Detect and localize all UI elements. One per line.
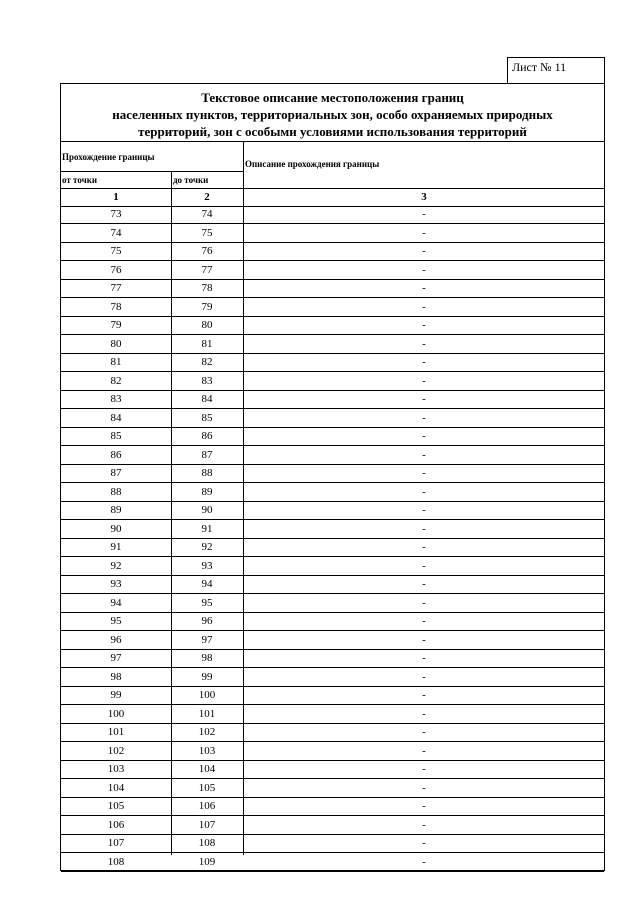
table-row <box>61 706 604 724</box>
description-cell: - <box>422 393 426 405</box>
description-cell: - <box>422 633 426 646</box>
to-point-cell: 104 <box>198 763 216 775</box>
to-point-cell: 107 <box>198 818 216 831</box>
from-point-cell: 73 <box>110 208 122 220</box>
from-point-cell: 78 <box>110 300 122 313</box>
to-point-cell: 81 <box>201 337 213 350</box>
to-point-cell: 77 <box>201 263 213 276</box>
from-point-cell: 95 <box>110 615 122 627</box>
from-point-cell: 99 <box>110 689 122 701</box>
to-point-cell: 103 <box>198 744 216 757</box>
description-cell: - <box>422 300 426 313</box>
description-cell: - <box>422 707 426 720</box>
table-row <box>61 854 604 872</box>
table-row <box>61 225 604 243</box>
from-point-cell: 93 <box>110 578 122 590</box>
description-cell: - <box>422 855 426 868</box>
description-cell: - <box>422 818 426 831</box>
from-point-cell: 97 <box>110 652 122 664</box>
description-cell: - <box>422 522 426 535</box>
from-point-cell: 84 <box>110 411 122 424</box>
table-row <box>61 317 604 335</box>
to-point-cell: 109 <box>198 855 216 868</box>
header-group: Прохождение границы <box>62 152 155 162</box>
table-row <box>61 539 604 557</box>
table-row <box>61 632 604 650</box>
description-cell: - <box>422 356 426 368</box>
table-row <box>61 206 604 224</box>
description-cell: - <box>422 226 426 239</box>
table-row <box>61 724 604 742</box>
table-row <box>61 354 604 372</box>
table-row <box>61 521 604 539</box>
column-number-2: 2 <box>204 191 210 203</box>
description-cell: - <box>422 337 426 350</box>
from-point-cell: 88 <box>110 485 122 498</box>
to-point-cell: 106 <box>198 800 216 812</box>
description-cell: - <box>422 615 426 627</box>
document-frame <box>60 83 605 871</box>
to-point-cell: 100 <box>198 689 216 701</box>
from-point-cell: 75 <box>110 245 122 257</box>
from-point-cell: 87 <box>110 467 122 479</box>
table-row <box>61 502 604 520</box>
header-top-line <box>61 141 604 142</box>
from-point-cell: 105 <box>107 800 125 812</box>
from-point-cell: 79 <box>110 319 122 331</box>
description-cell: - <box>422 319 426 331</box>
to-point-cell: 101 <box>198 707 216 720</box>
title-line-2: населенных пунктов, территориальных зон, особо охраняемых природных <box>112 107 553 122</box>
to-point-cell: 82 <box>201 356 213 368</box>
header-from-to-divider <box>171 171 172 188</box>
table-row <box>61 391 604 409</box>
document-title <box>61 89 604 140</box>
to-point-cell: 74 <box>201 208 213 220</box>
header-sub-line <box>61 171 243 172</box>
to-point-cell: 102 <box>198 726 216 738</box>
table-row <box>61 576 604 594</box>
from-point-cell: 98 <box>110 670 122 683</box>
table-row <box>61 299 604 317</box>
to-point-cell: 94 <box>201 578 213 590</box>
description-cell: - <box>422 263 426 276</box>
from-point-cell: 108 <box>107 855 125 868</box>
table-row <box>61 669 604 687</box>
to-point-cell: 91 <box>201 522 213 535</box>
description-cell: - <box>422 245 426 257</box>
from-point-cell: 102 <box>107 744 125 757</box>
table-row <box>61 835 604 853</box>
table-row <box>61 280 604 298</box>
from-point-cell: 74 <box>110 226 122 239</box>
from-point-cell: 77 <box>110 282 122 294</box>
to-point-cell: 105 <box>198 781 216 794</box>
description-cell: - <box>422 208 426 220</box>
table-row <box>61 798 604 816</box>
description-cell: - <box>422 781 426 794</box>
from-point-cell: 91 <box>110 541 122 553</box>
table-row <box>61 650 604 668</box>
table-row <box>61 465 604 483</box>
from-point-cell: 101 <box>107 726 125 738</box>
description-cell: - <box>422 448 426 461</box>
to-point-cell: 80 <box>201 319 213 331</box>
from-point-cell: 86 <box>110 448 122 461</box>
from-point-cell: 92 <box>110 559 122 572</box>
description-cell: - <box>422 726 426 738</box>
description-cell: - <box>422 430 426 442</box>
to-point-cell: 78 <box>201 282 213 294</box>
to-point-cell: 86 <box>201 430 213 442</box>
table-row <box>61 817 604 835</box>
from-point-cell: 104 <box>107 781 125 794</box>
description-cell: - <box>422 467 426 479</box>
to-point-cell: 96 <box>201 615 213 627</box>
column-number-1: 1 <box>113 191 119 203</box>
to-point-cell: 75 <box>201 226 213 239</box>
to-point-cell: 99 <box>201 670 213 683</box>
from-point-cell: 82 <box>110 374 122 387</box>
to-point-cell: 92 <box>201 541 213 553</box>
table-row <box>61 743 604 761</box>
to-point-cell: 83 <box>201 374 213 387</box>
title-line-1: Текстовое описание местоположения границ <box>201 90 464 105</box>
to-point-cell: 76 <box>201 245 213 257</box>
from-point-cell: 94 <box>110 596 122 609</box>
table-row <box>61 447 604 465</box>
from-point-cell: 89 <box>110 504 122 516</box>
to-point-cell: 87 <box>201 448 213 461</box>
description-cell: - <box>422 652 426 664</box>
row-divider <box>61 871 604 872</box>
description-cell: - <box>422 282 426 294</box>
header-description: Описание прохождения границы <box>245 159 380 169</box>
title-line-3: территорий, зон с особыми условиями использования территорий <box>138 124 527 139</box>
column-number-3: 3 <box>421 191 427 203</box>
table-row <box>61 410 604 428</box>
header-to-point: до точки <box>173 175 209 185</box>
table-row <box>61 484 604 502</box>
table-row <box>61 262 604 280</box>
table-row <box>61 780 604 798</box>
header-from-point: от точки <box>62 175 98 185</box>
to-point-cell: 90 <box>201 504 213 516</box>
from-point-cell: 100 <box>107 707 125 720</box>
from-point-cell: 76 <box>110 263 122 276</box>
from-point-cell: 106 <box>107 818 125 831</box>
from-point-cell: 81 <box>110 356 122 368</box>
to-point-cell: 89 <box>201 485 213 498</box>
description-cell: - <box>422 744 426 757</box>
to-point-cell: 97 <box>201 633 213 646</box>
from-point-cell: 107 <box>107 837 125 849</box>
from-point-cell: 83 <box>110 393 122 405</box>
from-point-cell: 85 <box>110 430 122 442</box>
description-cell: - <box>422 578 426 590</box>
to-point-cell: 88 <box>201 467 213 479</box>
to-point-cell: 95 <box>201 596 213 609</box>
description-cell: - <box>422 689 426 701</box>
table-row <box>61 761 604 779</box>
table-row <box>61 613 604 631</box>
description-cell: - <box>422 559 426 572</box>
description-cell: - <box>422 374 426 387</box>
to-point-cell: 85 <box>201 411 213 424</box>
description-cell: - <box>422 763 426 775</box>
table-row <box>61 243 604 261</box>
to-point-cell: 108 <box>198 837 216 849</box>
header-desc-divider <box>243 141 244 188</box>
from-point-cell: 103 <box>107 763 125 775</box>
table-row <box>61 595 604 613</box>
to-point-cell: 93 <box>201 559 213 572</box>
description-cell: - <box>422 485 426 498</box>
to-point-cell: 84 <box>201 393 213 405</box>
table-row <box>61 373 604 391</box>
to-point-cell: 98 <box>201 652 213 664</box>
from-point-cell: 80 <box>110 337 122 350</box>
description-cell: - <box>422 504 426 516</box>
from-point-cell: 96 <box>110 633 122 646</box>
table-row <box>61 687 604 705</box>
header-bottom-line <box>61 188 604 189</box>
description-cell: - <box>422 670 426 683</box>
sheet-number: Лист № 11 <box>507 57 605 84</box>
table-row <box>61 558 604 576</box>
from-point-cell: 90 <box>110 522 122 535</box>
description-cell: - <box>422 596 426 609</box>
to-point-cell: 79 <box>201 300 213 313</box>
description-cell: - <box>422 837 426 849</box>
description-cell: - <box>422 411 426 424</box>
description-cell: - <box>422 541 426 553</box>
table-row <box>61 428 604 446</box>
description-cell: - <box>422 800 426 812</box>
table-row <box>61 336 604 354</box>
